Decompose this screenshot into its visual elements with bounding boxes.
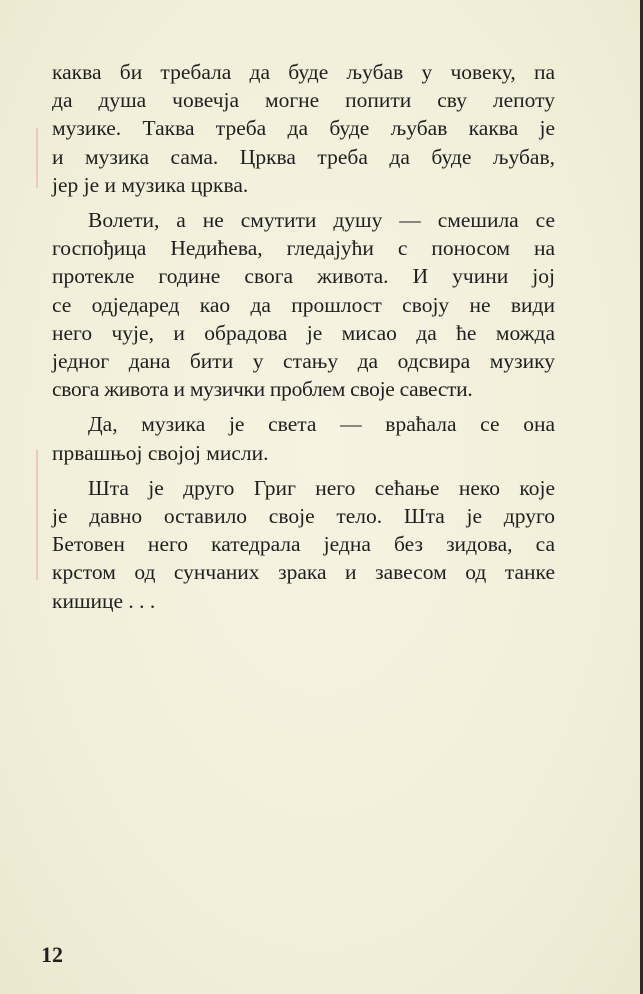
text-line: каква би требала да буде љубав у човеку, па (52, 60, 555, 84)
text-line: Волети, а не смутити душу — смешила се (88, 208, 555, 233)
text-line: протекле године свога живота. И учини јој (52, 264, 555, 289)
paragraph-3 (52, 410, 555, 466)
text-line: и музика сама. Црква треба да буде љубав, (52, 144, 555, 169)
paragraph-4 (52, 474, 555, 615)
text-line: јер је и музика црква. (52, 172, 249, 197)
paragraph-2 (52, 206, 555, 403)
text-line: првашњој својој мисли. (52, 440, 269, 465)
text-line: свога живота и музички проблем своје савести. (52, 377, 473, 402)
text-line: је давно оставило своје тело. Шта је друго (52, 504, 555, 529)
text-line: Шта је друго Григ него сећање неко које (88, 475, 555, 500)
text-line: кишице . . . (52, 588, 156, 613)
text-line: крстом од сунчаних зрака и завесом од танке (52, 560, 555, 585)
margin-pencil-mark-middle (36, 450, 38, 580)
page-number: 12 (41, 942, 63, 967)
text-line: него чује, и обрадова је мисао да ће можда (52, 320, 555, 345)
text-line: да душа човечја могне попити сву лепоту (52, 88, 555, 113)
paragraph-1 (52, 58, 555, 199)
text-line: се одједаред као да прошлост своју не види (52, 292, 555, 317)
text-line: Бетовен него катедрала једна без зидова, са (52, 532, 555, 557)
text-line: Да, музика је света — враћала се она (88, 412, 555, 437)
margin-pencil-mark-top (36, 128, 38, 188)
body-text (52, 58, 555, 622)
text-line: музике. Таква треба да буде љубав каква је (52, 116, 555, 141)
text-line: госпођица Недићева, гледајући с поносом на (52, 236, 555, 261)
text-line: једног дана бити у стању да одсвира музику (52, 349, 555, 374)
